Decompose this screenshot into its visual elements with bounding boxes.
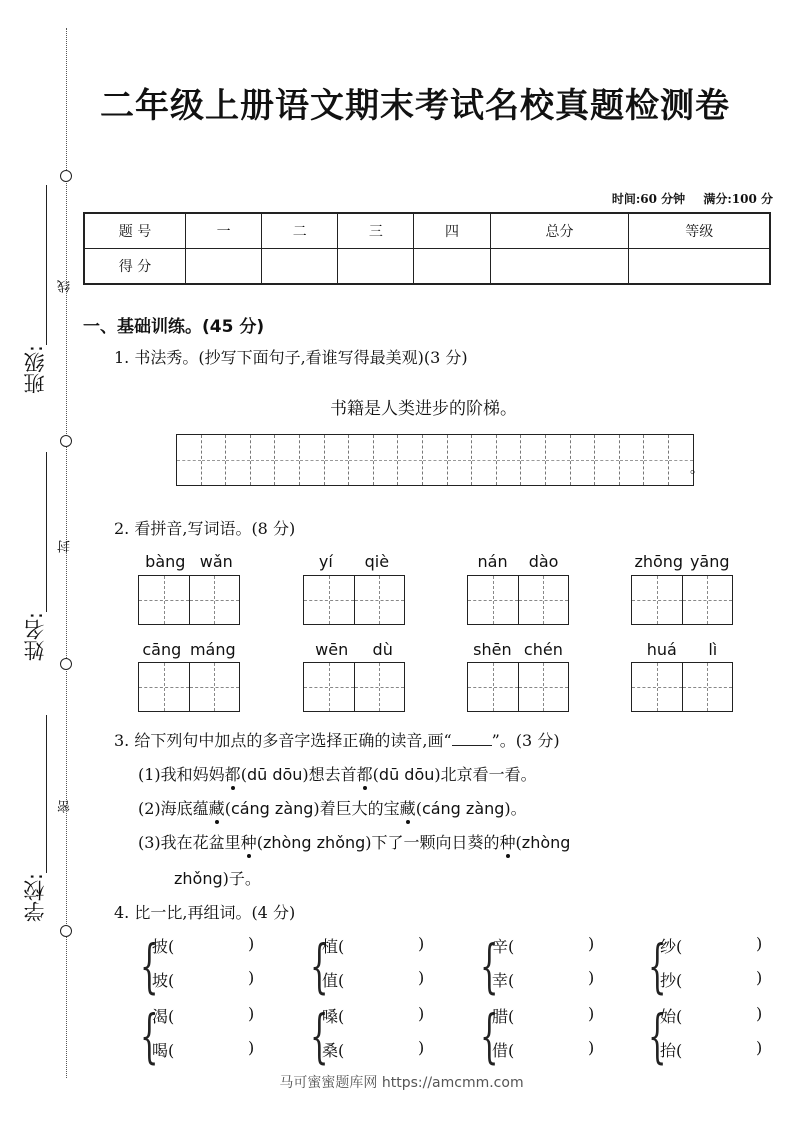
- polyphone-sentence-3-continued: zhǒng)子。: [174, 869, 261, 888]
- full-score: 满分:100 分: [703, 192, 773, 206]
- score-row-label: 得 分: [84, 249, 186, 285]
- dotted-char: 种: [500, 830, 516, 853]
- pinyin-choice[interactable]: cáng zàng: [230, 799, 314, 818]
- pinyin-choice[interactable]: dū dōu: [246, 765, 303, 784]
- question-2-title: 2. 看拼音,写词语。(8 分): [114, 519, 296, 538]
- binding-hole: [60, 435, 72, 447]
- footer-watermark: 马可蜜蜜题库网 https://amcmm.com: [279, 1075, 524, 1091]
- binding-dotted-line: [66, 28, 67, 1078]
- pinyin-label: zhōng yāng: [634, 552, 730, 571]
- name-fill-line: [46, 452, 47, 612]
- name-label: 姓名:: [23, 612, 47, 662]
- score-value-row: [84, 249, 770, 285]
- pinyin-label: cāng máng: [142, 640, 236, 659]
- score-blank[interactable]: [629, 249, 770, 285]
- seal-word-xian: 线: [58, 280, 73, 293]
- tian-grid[interactable]: [303, 662, 405, 712]
- page-title: 二年级上册语文期末考试名校真题检测卷: [100, 86, 730, 126]
- tian-grid[interactable]: [303, 575, 405, 625]
- pinyin-choice[interactable]: zhòng zhǒng: [262, 833, 366, 852]
- binding-hole: [60, 170, 72, 182]
- score-cell: 三: [338, 213, 414, 249]
- score-cell: 一: [186, 213, 262, 249]
- writing-grid[interactable]: [176, 434, 694, 486]
- pinyin-label: nán dào: [477, 552, 559, 571]
- dotted-char: 都: [357, 762, 373, 785]
- tian-grid[interactable]: [467, 575, 569, 625]
- score-blank[interactable]: [338, 249, 414, 285]
- score-header-row: [84, 213, 770, 249]
- pinyin-choice[interactable]: cáng zàng: [421, 799, 505, 818]
- dotted-char: 藏: [209, 796, 225, 819]
- tian-grid[interactable]: [138, 662, 240, 712]
- school-fill-line: [46, 715, 47, 873]
- dotted-char: 都: [225, 762, 241, 785]
- copy-sentence: 书籍是人类进步的阶梯。: [330, 399, 517, 419]
- pinyin-choice[interactable]: dū dōu: [378, 765, 435, 784]
- pinyin-label: bàng wǎn: [145, 552, 233, 571]
- exam-meta: [598, 190, 773, 207]
- score-blank[interactable]: [414, 249, 490, 285]
- pinyin-label: wēn dù: [315, 640, 393, 659]
- tian-grid[interactable]: [631, 575, 733, 625]
- pinyin-label: shēn chén: [473, 640, 563, 659]
- tian-grid[interactable]: [138, 575, 240, 625]
- score-cell: 二: [262, 213, 338, 249]
- class-fill-line: [46, 185, 47, 345]
- binding-hole: [60, 658, 72, 670]
- score-cell: 等级: [629, 213, 770, 249]
- score-table: [83, 212, 771, 285]
- time-limit: 时间:60 分钟: [611, 192, 686, 206]
- binding-hole: [60, 925, 72, 937]
- pinyin-choice[interactable]: zhǒng: [174, 869, 223, 888]
- question-3-title: 3. 给下列句中加点的多音字选择正确的读音,画“ ”。(3 分): [114, 731, 560, 750]
- score-blank[interactable]: [490, 249, 629, 285]
- underline-blank: [452, 731, 492, 746]
- score-blank[interactable]: [186, 249, 262, 285]
- dotted-char: 种: [241, 830, 257, 853]
- question-1-title: 1. 书法秀。(抄写下面句子,看谁写得最美观)(3 分): [114, 348, 468, 367]
- school-label: 学校:: [23, 873, 47, 923]
- score-cell: 题 号: [84, 213, 186, 249]
- score-cell: 四: [414, 213, 490, 249]
- section-heading: 一、基础训练。(45 分): [83, 317, 265, 337]
- dotted-char: 藏: [400, 796, 416, 819]
- polyphone-sentence-2: (2)海底蕴藏(cáng zàng)着巨大的宝藏(cáng zàng)。: [138, 796, 527, 819]
- seal-word-feng: 封: [58, 540, 73, 553]
- polyphone-sentence-1: (1)我和妈妈都(dū dōu)想去首都(dū dōu)北京看一看。: [138, 762, 537, 785]
- tian-grid[interactable]: [631, 662, 733, 712]
- seal-word-mi: 密: [58, 800, 73, 813]
- score-blank[interactable]: [262, 249, 338, 285]
- score-cell: 总分: [490, 213, 629, 249]
- polyphone-sentence-3: (3)我在花盆里种(zhòng zhǒng)下了一颗向日葵的种(zhòng: [138, 830, 570, 853]
- class-label: 班级:: [23, 345, 47, 395]
- pinyin-label: huá lì: [646, 640, 718, 659]
- pinyin-choice[interactable]: zhòng: [521, 833, 571, 852]
- pinyin-label: yí qiè: [318, 552, 390, 571]
- question-4-title: 4. 比一比,再组词。(4 分): [114, 903, 296, 922]
- tian-grid[interactable]: [467, 662, 569, 712]
- grid-end-mark: 。: [690, 461, 704, 477]
